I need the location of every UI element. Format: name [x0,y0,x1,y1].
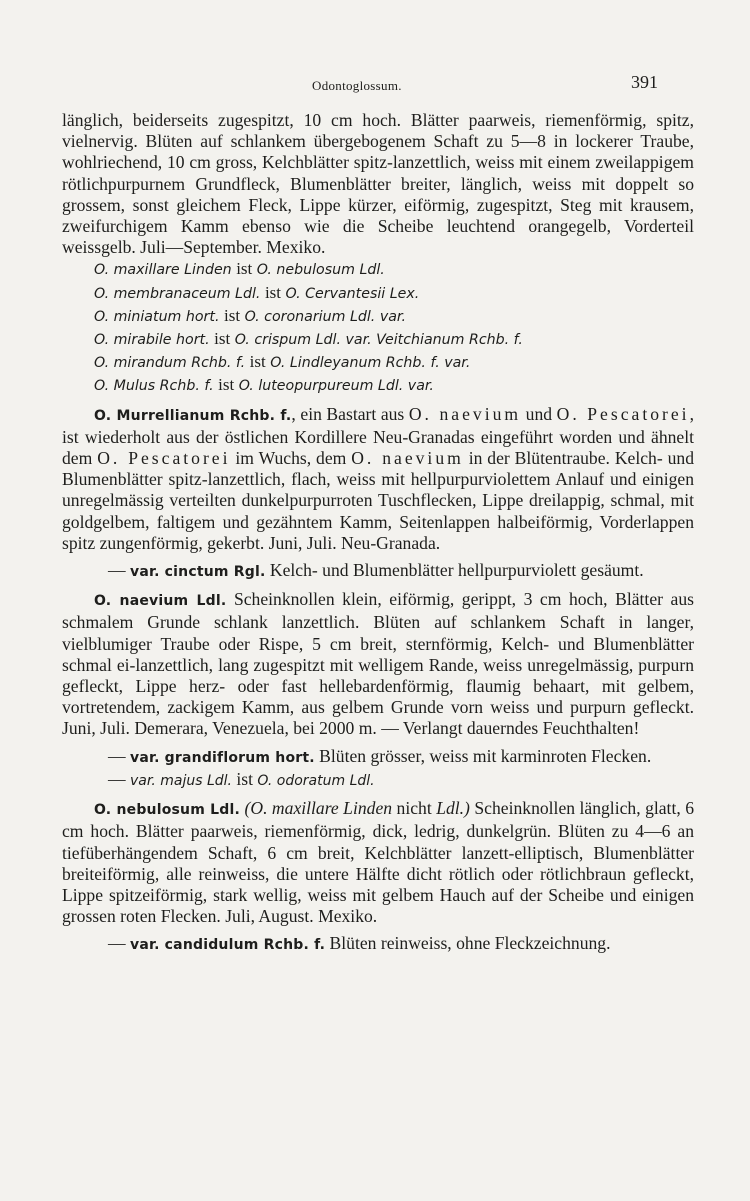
entry-text: Blüten reinweiss, ohne Fleckzeichnung. [325,933,611,954]
entry-text: im Wuchs, dem [230,448,352,469]
spaced-name: O. naevium [351,448,464,469]
spaced-name: O. Pescatorei [97,448,231,469]
species-name: O. naevium Ldl. [94,593,227,610]
synonym-target: O. nebulosum Ldl. [256,262,385,279]
entry-text: in der Blütentraube. Kelch- und Blumenblätter spitz-lanzettlich, flach, weiss mit hellpurpurviolettem Anlauf und einigen unregelmässig verteilten dunkelpurpurroten Tuschflecken, Lippe dreilappig, schmal, mit goldgelbem, faltigem und gezähntem Kamm, Seitenlappen halbeiförmig, Vorderlappen spitz zungenförmig, gekerbt. Juni, Juli. Neu-Granada. [62,448,694,553]
entry-murrellianum [62,404,694,554]
running-title: Odontoglossum. [312,78,402,93]
variety-grandiflorum [62,746,694,769]
synonym-target: O. Lindleyanum Rchb. f. var. [270,355,471,372]
page-header [0,72,750,102]
synonym-line [62,282,694,305]
synonym-name: O. Mulus Rchb. f. [94,378,214,395]
variety-majus [62,769,694,792]
synonym-line [62,351,694,374]
variety-name: var. grandiflorum hort. [130,749,315,766]
spaced-name: O. Pescatorei [556,403,690,424]
entry-text: , ein Bastart aus [291,403,409,424]
variety-cinctum [62,560,694,583]
synonym-name: O. mirabile hort. [94,332,210,349]
synonym-ist: ist [218,375,235,395]
synonym-ist: ist [223,305,241,325]
species-name: O. Murrellianum Rchb. f. [94,407,292,424]
synonym-ist: ist [236,259,253,279]
synonym-target: O. coronarium Ldl. var. [244,308,406,325]
dash: — [108,768,130,789]
variety-candidulum [62,933,694,956]
synonym-list [62,258,694,397]
synonym-target: O. odoratum Ldl. [257,772,375,789]
species-name: O. nebulosum Ldl. [94,802,241,819]
entry-nebulosum [62,798,694,927]
synonym-line [62,258,694,281]
entry-text: Blüten grösser, weiss mit karminroten Flecken. [314,745,652,766]
variety-name: var. candidulum Rchb. f. [130,937,326,954]
synonym-target: O. luteopurpureum Ldl. var. [238,378,434,395]
variety-name: var. majus Ldl. [130,772,232,789]
entry-text: , ist wiederholt aus der östlichen Kordillere Neu-Granadas eingeführt worden und ähnelt dem [62,403,694,469]
entry-text: nicht [392,798,437,819]
entry-text: Kelch- und Blumenblätter hellpurpurviolett gesäumt. [265,560,644,581]
synonym-note-end: Ldl.) [436,798,470,819]
dash: — [108,560,130,581]
spaced-name: O. naevium [408,403,522,424]
page-number: 391 [631,72,658,92]
page-body [62,110,694,957]
synonym-name: O. miniatum hort. [94,308,220,325]
synonym-target: O. Cervantesii Lex. [285,285,420,302]
synonym-target: O. crispum Ldl. var. Veitchianum Rchb. f. [234,332,523,349]
entry-naevium [62,589,694,739]
synonym-ist: ist [264,282,281,302]
synonym-ist: ist [249,352,266,372]
entry-text: ist [232,768,258,789]
synonym-note: (O. maxillare Linden [240,798,393,819]
entry-text: und [521,403,557,424]
paragraph-continuation: länglich, beiderseits zugespitzt, 10 cm hoch. Blätter paarweis, riemenförmig, spitz, vielnervig. Blüten auf schlankem übergebogenem Schaft zu 5—8 in lockerer Traube, wohlriechend, 10 cm gross, Kelchblätter spitz-lanzettlich, weiss mit einem zweilappigem rötlichpurpurnem Grundfleck, Blumenblätter breiter, länglich, weiss mit doppelt so grossem, sonst gleichem Fleck, Lippe kürzer, eiförmig, zugespitzt, Steg mit krausem, zweifurchigem Kamm ebenso wie die Scheibe leuchtend orangegelb, Vorderteil weissgelb. Juli—September. Mexiko. [62,110,694,258]
entry-text: Scheinknollen länglich, glatt, 6 cm hoch. Blätter paarweis, riemenförmig, dick, ledrig, dunkelgrün. Blüten zu 4—6 an tiefüberhängendem Schaft, 6 cm breit, Kelchblätter lanzett-elliptisch, Blumenblätter breiteiförmig, alle reinweiss, die untere Hälfte dicht rötlich oder rötlichbraun gefleckt, Lippe spitzeiförmig, stark wellig, weiss mit gelbem Hauch auf der Scheibe und einigen grossen roten Flecken. Juli, August. Mexiko. [62,798,694,927]
synonym-line [62,328,694,351]
synonym-line [62,305,694,328]
dash: — [108,933,130,954]
variety-name: var. cinctum Rgl. [130,564,266,581]
synonym-name: O. membranaceum Ldl. [94,285,261,302]
synonym-ist: ist [214,329,231,349]
synonym-name: O. mirandum Rchb. f. [94,355,246,372]
synonym-line [62,374,694,397]
synonym-name: O. maxillare Linden [94,262,232,279]
entry-text: Scheinknollen klein, eiförmig, gerippt, 3 cm hoch, Blätter aus schmalem Grunde schlank lanzettlich. Blüten auf schlankem Schaft in langer, vielblumiger Traube oder Rispe, 5 cm breit, sternförmig, Kelch- und Blumenblätter schmal ei-lanzettlich, lang zugespitzt mit welligem Rande, weiss unregelmässig, purpurn gefleckt, Lippe herz- oder fast hellebardenförmig, flaumig behaart, mit gelbem, vortretendem, zackigem Kamm, aus gelbem Grunde vorn weiss und purpurn gefleckt. Juni, Juli. Demerara, Venezuela, bei 2000 m. — Verlangt dauerndes Feuchthalten! [62,589,694,739]
dash: — [108,745,130,766]
